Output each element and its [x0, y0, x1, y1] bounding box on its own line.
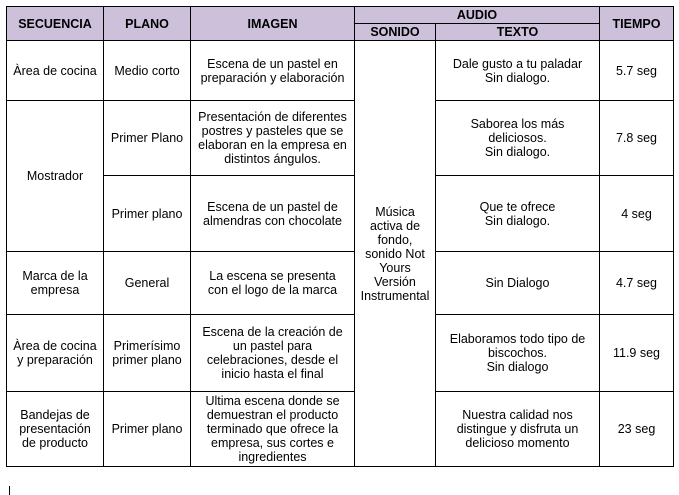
cell-texto: Nuestra calidad nos distingue y disfruta un delicioso momento	[436, 392, 600, 467]
cell-tiempo: 7.8 seg	[600, 101, 674, 176]
cell-imagen: Escena de un pastel en preparación y elaboración	[191, 41, 355, 101]
cell-plano: General	[104, 252, 191, 315]
cell-texto: Dale gusto a tu paladar Sin dialogo.	[436, 41, 600, 101]
cell-texto: Saborea los más deliciosos. Sin dialogo.	[436, 101, 600, 176]
table-row	[7, 315, 674, 392]
cell-secuencia: Àrea de cocina y preparación	[7, 315, 104, 392]
text-cursor-mark	[9, 486, 10, 495]
cell-tiempo: 4.7 seg	[600, 252, 674, 315]
cell-imagen: Ultima escena donde se demuestran el producto terminado que ofrece la empresa, sus cortes e ingredientes	[191, 392, 355, 467]
cell-texto: Sin Dialogo	[436, 252, 600, 315]
cell-plano: Medio corto	[104, 41, 191, 101]
cell-tiempo: 5.7 seg	[600, 41, 674, 101]
header-tiempo: TIEMPO	[600, 7, 674, 41]
cell-imagen: La escena se presenta con el logo de la marca	[191, 252, 355, 315]
cell-tiempo: 23 seg	[600, 392, 674, 467]
cell-plano: Primer plano	[104, 176, 191, 252]
table-row	[7, 392, 674, 467]
header-secuencia: SECUENCIA	[7, 7, 104, 41]
cell-imagen: Escena de la creación de un pastel para celebraciones, desde el inicio hasta el final	[191, 315, 355, 392]
cell-texto: Elaboramos todo tipo de biscochos. Sin dialogo	[436, 315, 600, 392]
cell-secuencia: Mostrador	[7, 101, 104, 252]
cell-secuencia: Àrea de cocina	[7, 41, 104, 101]
cell-secuencia: Bandejas de presentación de producto	[7, 392, 104, 467]
cell-sonido: Música activa de fondo, sonido Not Yours Versión Instrumental	[355, 41, 436, 467]
table-row	[7, 252, 674, 315]
cell-imagen: Presentación de diferentes postres y pasteles que se elaboran en la empresa en distintos ángulos.	[191, 101, 355, 176]
header-texto: TEXTO	[436, 24, 600, 41]
table-row	[7, 101, 674, 176]
cell-secuencia: Marca de la empresa	[7, 252, 104, 315]
cell-plano: Primer plano	[104, 392, 191, 467]
header-audio: AUDIO	[355, 7, 600, 24]
cell-imagen: Escena de un pastel de almendras con chocolate	[191, 176, 355, 252]
header-plano: PLANO	[104, 7, 191, 41]
cell-plano: Primerísimo primer plano	[104, 315, 191, 392]
cell-tiempo: 11.9 seg	[600, 315, 674, 392]
table-row	[7, 41, 674, 101]
cell-texto: Que te ofrece Sin dialogo.	[436, 176, 600, 252]
header-imagen: IMAGEN	[191, 7, 355, 41]
table-row	[7, 176, 674, 252]
header-sonido: SONIDO	[355, 24, 436, 41]
header-row	[7, 7, 674, 24]
storyboard-table	[6, 6, 674, 467]
cell-tiempo: 4 seg	[600, 176, 674, 252]
cell-plano: Primer Plano	[104, 101, 191, 176]
